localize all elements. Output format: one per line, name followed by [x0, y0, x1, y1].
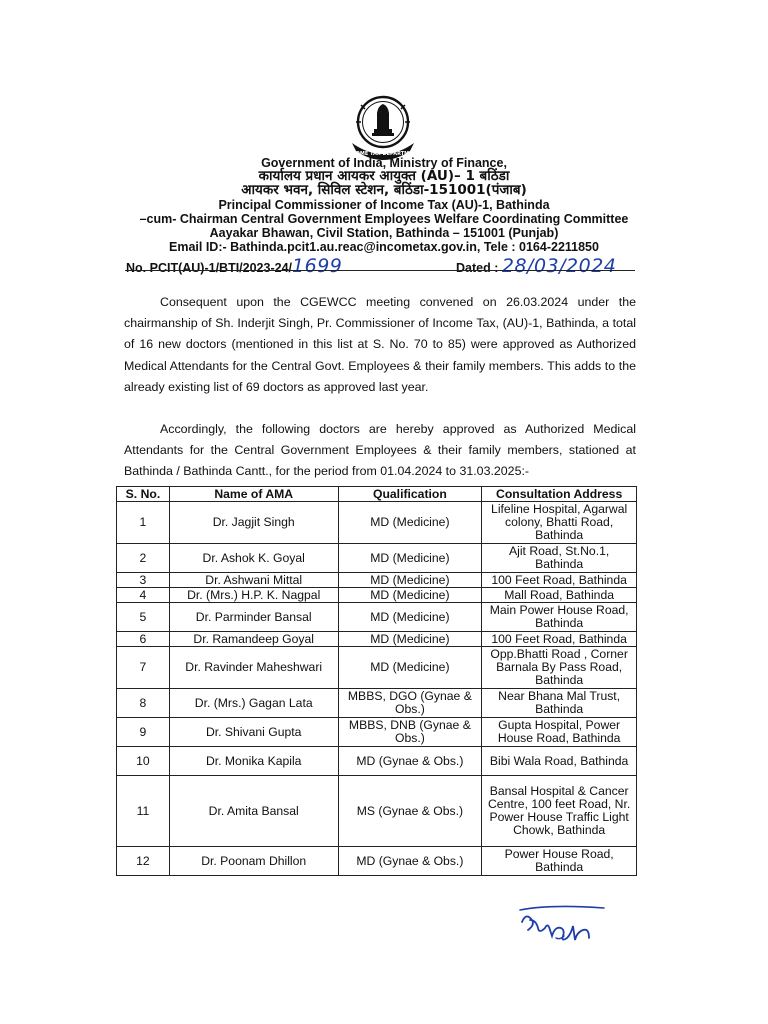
header-hindi-office: कार्यालय प्रधान आयकर आयुक्त (AU)– 1 बठिंडा — [258, 168, 510, 184]
cell-qualification: MD (Medicine) — [338, 588, 482, 603]
cell-name: Dr. Monika Kapila — [169, 747, 338, 776]
header-qualification: Qualification — [338, 487, 482, 502]
paragraph-intro — [124, 292, 636, 398]
ama-table — [116, 486, 637, 876]
cell-sno: 6 — [117, 632, 170, 647]
table-row — [117, 689, 637, 718]
header-hindi-address: आयकर भवन, सिविल स्टेशन, बठिंडा-151001(पंजाब) — [241, 182, 527, 198]
cell-address: Bibi Wala Road, Bathinda — [482, 747, 637, 776]
header-office: Principal Commissioner of Income Tax (AU)-1, Bathinda — [218, 198, 550, 212]
income-tax-emblem — [342, 93, 424, 163]
table-row — [117, 502, 637, 544]
header-address: Aayakar Bhawan, Civil Station, Bathinda – 151001 (Punjab) — [209, 226, 559, 240]
reference-date-value: 28/03/2024 — [501, 255, 617, 277]
cell-name: Dr. Ramandeep Goyal — [169, 632, 338, 647]
handwritten-signature — [516, 898, 608, 944]
reference-date — [456, 255, 616, 277]
cell-address: Ajit Road, St.No.1, Bathinda — [482, 544, 637, 573]
cell-sno: 2 — [117, 544, 170, 573]
header-sno: S. No. — [117, 487, 170, 502]
cell-name: Dr. Ashok K. Goyal — [169, 544, 338, 573]
cell-sno: 4 — [117, 588, 170, 603]
header-ministry: Government of India, Ministry of Finance, — [261, 156, 507, 170]
table-row — [117, 603, 637, 632]
cell-address: Gupta Hospital, Power House Road, Bathinda — [482, 718, 637, 747]
cell-name: Dr. Ashwani Mittal — [169, 573, 338, 588]
paragraph-approval-text: Accordingly, the following doctors are hereby approved as Authorized Medical Attendants for the Central Government Employees & their family members, stationed at Bathinda / Bathinda Cantt., for the period from 01.04.2024 to 31.03.2025:- — [124, 422, 636, 479]
cell-address: 100 Feet Road, Bathinda — [482, 573, 637, 588]
cell-address: 100 Feet Road, Bathinda — [482, 632, 637, 647]
cell-qualification: MD (Medicine) — [338, 647, 482, 689]
header-committee: –cum- Chairman Central Government Employees Welfare Coordinating Committee — [139, 212, 629, 226]
cell-sno: 1 — [117, 502, 170, 544]
cell-qualification: MD (Medicine) — [338, 603, 482, 632]
cell-qualification: MD (Gynae & Obs.) — [338, 747, 482, 776]
table-row — [117, 647, 637, 689]
cell-sno: 7 — [117, 647, 170, 689]
cell-qualification: MD (Gynae & Obs.) — [338, 847, 482, 876]
cell-qualification: MD (Medicine) — [338, 502, 482, 544]
cell-name: Dr. Poonam Dhillon — [169, 847, 338, 876]
cell-qualification: MD (Medicine) — [338, 573, 482, 588]
cell-qualification: MS (Gynae & Obs.) — [338, 776, 482, 847]
cell-sno: 8 — [117, 689, 170, 718]
cell-name: Dr. Ravinder Maheshwari — [169, 647, 338, 689]
cell-qualification: MBBS, DNB (Gynae & Obs.) — [338, 718, 482, 747]
cell-address: Bansal Hospital & Cancer Centre, 100 feet Road, Nr. Power House Traffic Light Chowk, Bathinda — [482, 776, 637, 847]
cell-sno: 11 — [117, 776, 170, 847]
header-name: Name of AMA — [169, 487, 338, 502]
header-address: Consultation Address — [482, 487, 637, 502]
cell-name: Dr. Amita Bansal — [169, 776, 338, 847]
cell-sno: 10 — [117, 747, 170, 776]
svg-text:INCOME TAX DEPARTMENT: INCOME TAX DEPARTMENT — [345, 151, 421, 157]
cell-sno: 3 — [117, 573, 170, 588]
reference-number — [126, 255, 342, 277]
cell-sno: 5 — [117, 603, 170, 632]
cell-name: Dr. (Mrs.) Gagan Lata — [169, 689, 338, 718]
table-row — [117, 588, 637, 603]
table-row — [117, 776, 637, 847]
cell-address: Mall Road, Bathinda — [482, 588, 637, 603]
cell-address: Opp.Bhatti Road , Corner Barnala By Pass Road, Bathinda — [482, 647, 637, 689]
cell-address: Main Power House Road, Bathinda — [482, 603, 637, 632]
cell-address: Near Bhana Mal Trust, Bathinda — [482, 689, 637, 718]
table-row — [117, 718, 637, 747]
cell-qualification: MD (Medicine) — [338, 632, 482, 647]
table-header-row — [117, 487, 637, 502]
cell-sno: 9 — [117, 718, 170, 747]
cell-address: Lifeline Hospital, Agarwal colony, Bhatti Road, Bathinda — [482, 502, 637, 544]
table-row — [117, 632, 637, 647]
header-contact: Email ID:- Bathinda.pcit1.au.reac@incometax.gov.in, Tele : 0164-2211850 — [169, 240, 599, 254]
cell-qualification: MD (Medicine) — [338, 544, 482, 573]
reference-number-value: 1699 — [292, 255, 343, 277]
paragraph-intro-text: Consequent upon the CGEWCC meeting convened on 26.03.2024 under the chairmanship of Sh. Inderjit Singh, Pr. Commissioner of Income Tax, (AU)-1, Bathinda, a total of 16 new doctors (mentioned in this list at S. No. 70 to 85) were approved as Authorized Medical Attendants for the Central Govt. Employees & their family members. This adds to the already existing list of 69 doctors as approved last year. — [124, 295, 636, 394]
table-row — [117, 573, 637, 588]
reference-date-label: Dated : — [456, 261, 499, 275]
cell-sno: 12 — [117, 847, 170, 876]
table-row — [117, 847, 637, 876]
cell-name: Dr. Parminder Bansal — [169, 603, 338, 632]
cell-address: Power House Road, Bathinda — [482, 847, 637, 876]
paragraph-approval — [124, 419, 636, 483]
cell-name: Dr. Shivani Gupta — [169, 718, 338, 747]
cell-name: Dr. Jagjit Singh — [169, 502, 338, 544]
table-row — [117, 747, 637, 776]
header-divider — [125, 270, 635, 271]
cell-name: Dr. (Mrs.) H.P. K. Nagpal — [169, 588, 338, 603]
table-row — [117, 544, 637, 573]
cell-qualification: MBBS, DGO (Gynae & Obs.) — [338, 689, 482, 718]
reference-number-label: No. PCIT(AU)-1/BTI/2023-24/ — [126, 261, 293, 275]
